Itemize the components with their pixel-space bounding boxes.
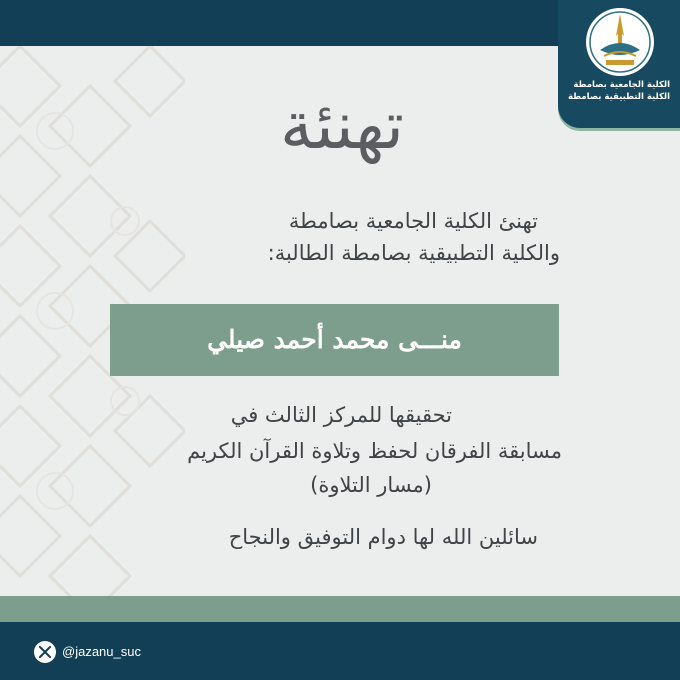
student-name: منـــى محمد أحمد صيلي: [207, 325, 462, 354]
achievement-line-1: تحقيقها للمركز الثالث في: [230, 403, 452, 427]
closing-line: سائلين الله لها دوام التوفيق والنجاح: [228, 525, 538, 549]
social-handle-link[interactable]: @jazanu_suc: [62, 644, 141, 659]
student-name-banner: [110, 304, 559, 376]
college-logo-card: [558, 0, 680, 128]
college-logo-emblem-icon: [584, 6, 656, 78]
intro-line-1: تهنئ الكلية الجامعية بصامطة: [288, 209, 538, 233]
footer-accent-strip: [0, 596, 680, 622]
logo-text-applied-college: الكلية التطبيقية بصامطة: [567, 92, 670, 102]
x-logo-icon[interactable]: [34, 641, 56, 663]
title-calligraphy: [262, 80, 422, 164]
logo-text-university-college: الكلية الجامعية بصامطة: [573, 80, 670, 90]
intro-line-2: والكلية التطبيقية بصامطة الطالبة:: [267, 241, 560, 265]
achievement-line-2: مسابقة الفرقان لحفظ وتلاوة القرآن الكريم: [187, 439, 562, 463]
achievement-line-3: (مسار التلاوة): [310, 473, 432, 497]
page-title: تهنئة: [279, 87, 405, 164]
